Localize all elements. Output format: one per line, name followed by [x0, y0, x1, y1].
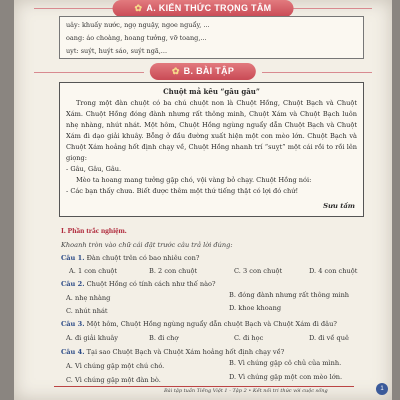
flower-icon: ✿ [171, 66, 180, 76]
option-4b[interactable]: B. Vì chúng gặp cô chủ của mình. [229, 359, 342, 367]
flower-icon: ✿ [134, 3, 143, 13]
story-line-1: - Gâu, Gâu, Gâu. [66, 165, 122, 173]
section-a-banner [113, 0, 294, 17]
divider [34, 8, 124, 9]
story-source: Sưu tầm [323, 202, 355, 210]
question-label: Câu 4. [61, 348, 85, 356]
option-1d[interactable]: D. 4 con chuột [309, 267, 358, 275]
page-number: 1 [376, 383, 388, 395]
story-title: Chuột mả kêu “gâu gâu” [163, 87, 260, 96]
instruction: Khoanh tròn vào chữ cái đặt trước câu trả lời đúng: [61, 241, 233, 249]
option-4c[interactable]: C. Vì chúng gặp một đàn bò. [66, 376, 161, 384]
question-text: Đàn chuột trên có bao nhiêu con? [86, 254, 200, 262]
question-label: Câu 1. [61, 254, 85, 262]
reading-passage-box [59, 82, 364, 217]
option-3c[interactable]: C. đi học [234, 334, 264, 342]
question-4 [61, 348, 284, 356]
footer-divider [54, 386, 354, 387]
option-1c[interactable]: C. 3 con chuột [234, 267, 283, 275]
option-4d[interactable]: D. Vì chúng gặp một con mèo lớn. [229, 373, 343, 381]
question-text: Chuột Hồng có tính cách như thế nào? [86, 280, 216, 288]
option-4a[interactable]: A. Vì chúng gặp một chú chó. [66, 362, 165, 370]
question-label: Câu 3. [61, 320, 85, 328]
story-paragraph: Trong một đàn chuột có ba chú chuột non là Chuột Hồng, Chuột Bạch và Chuột Xám. Chuột Hồng đóng đành nhưng rất thông minh, Chuột Xám và Chuột Bạch luôn nhẹ nhàng, nhút nhát. Một hôm, Chuột Hồng ngùng nguẩy dẫn Chuột Bạch và Chuột Xám đi dạo giải khuây. Bỗng ở đầu đường xuất hiện một con mèo lớn. Chuột Bạch và Chuột Xám hoảng hốt định chạy về, Chuột Hồng nhanh trí “suỵt” một cái rồi to rồi lên giọng: [66, 99, 357, 162]
option-2c[interactable]: C. nhút nhát [66, 307, 108, 315]
section-b-title: B. BÀI TẬP [183, 66, 235, 76]
question-3 [61, 320, 337, 328]
divider [262, 72, 372, 73]
footer-text: Bài tập tuần Tiếng Việt 1 - Tập 2 • Kết nối tri thức với cuộc sống [164, 388, 328, 394]
question-text: Một hôm, Chuột Hồng ngùng nguẩy dẫn chuột Bạch và Chuột Xám đi đâu? [86, 320, 337, 328]
vocab-line-1: uây: khuấy nước, ngọ nguậy, ngoe nguẩy, ... [66, 21, 210, 29]
question-2 [61, 280, 216, 288]
divider [34, 72, 144, 73]
option-1a[interactable]: A. 1 con chuột [69, 267, 118, 275]
question-text: Tại sao Chuột Bạch và Chuột Xám hoảng hốt định chạy về? [86, 348, 285, 356]
option-2a[interactable]: A. nhẹ nhàng [66, 294, 111, 302]
option-3b[interactable]: B. đi chợ [149, 334, 179, 342]
option-2d[interactable]: D. khoe khoang [229, 304, 282, 312]
part-1-title: I. Phần trắc nghiệm. [61, 226, 127, 235]
option-3a[interactable]: A. đi giải khuây [66, 334, 118, 342]
vocab-line-3: uyt: suýt, huýt sáo, suýt ngã,... [66, 47, 168, 55]
vocabulary-box [59, 16, 364, 59]
workbook-page [14, 0, 392, 400]
option-2b[interactable]: B. đóng đành nhưng rất thông minh [229, 291, 350, 299]
question-1 [61, 254, 199, 262]
section-a-title: A. KIẾN THỨC TRỌNG TÂM [146, 3, 272, 13]
option-1b[interactable]: B. 2 con chuột [149, 267, 198, 275]
option-3d[interactable]: D. đi về quê [309, 334, 349, 342]
story-line-3: - Các bạn thấy chưa. Biết được thêm một thứ tiếng thật có lợi đó chứ! [66, 187, 299, 195]
section-b-banner [150, 63, 256, 80]
vocab-line-2: oang: áo choàng, hoang tưởng, vỡ toang,... [66, 34, 207, 42]
story-line-2: Mèo ta hoang mang tưởng gặp chó, vội vàng bỏ chạy. Chuột Hồng nói: [76, 176, 312, 184]
divider [282, 8, 372, 9]
question-label: Câu 2. [61, 280, 85, 288]
